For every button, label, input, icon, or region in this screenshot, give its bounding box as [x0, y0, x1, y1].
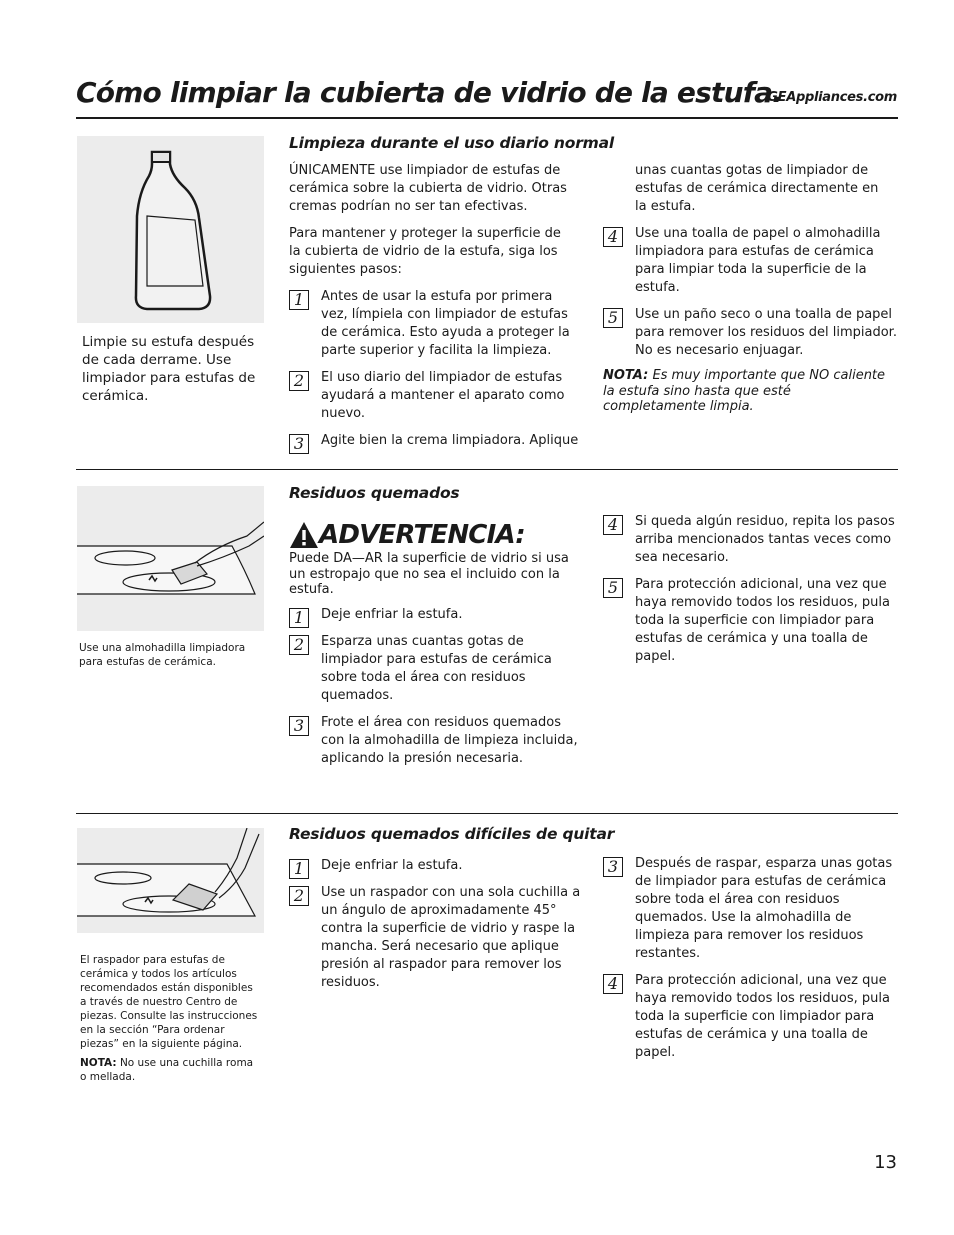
step-number: 4 [603, 974, 623, 994]
cooktop-pad-illustration [77, 486, 264, 631]
bottle-icon [77, 136, 264, 323]
section3-step-2 [289, 884, 589, 994]
section3-step-3 [603, 855, 903, 965]
section3-title: Residuos quemados difíciles de quitar [289, 825, 615, 843]
step-text: Esparza unas cuantas gotas de limpiador para estufas de cerámica sobre toda el área con residuos quemados. [321, 634, 552, 703]
step-text: Use un paño seco o una toalla de papel para remover los residuos del limpiador. No es necesario enjuagar. [635, 307, 897, 358]
step-number: 3 [603, 857, 623, 877]
section1-note [603, 368, 895, 415]
step-text: Agite bien la crema limpiadora. Aplique [321, 433, 579, 448]
step-number: 3 [289, 434, 309, 454]
section1-step-3 [289, 432, 589, 454]
section1-intro-2: Para mantener y proteger la superficie de la cubierta de vidrio de la estufa, siga los siguientes pasos: [289, 226, 561, 277]
scraper-icon [77, 828, 264, 933]
step-number: 1 [289, 290, 309, 310]
warning-heading [289, 520, 525, 550]
section2-step-1 [289, 606, 589, 628]
step-number: 2 [289, 886, 309, 906]
step-number: 1 [289, 859, 309, 879]
step-number: 1 [289, 608, 309, 628]
note-label: NOTA: [603, 368, 649, 383]
section2-caption: Use una almohadilla limpiadora para estufas de cerámica. [79, 642, 246, 668]
step-number: 2 [289, 371, 309, 391]
website-label: GEAppliances.com [767, 90, 897, 105]
step-number: 3 [289, 716, 309, 736]
step-text: Para protección adicional, una vez que haya removido todos los residuos, pula toda la superficie con limpiador para estufas de cerámica y una toalla de papel. [635, 577, 890, 664]
section2-step-2 [289, 633, 589, 709]
section1-caption: Limpie su estufa después de cada derrame. Use limpiador para estufas de cerámica. [82, 334, 256, 404]
step-text: Deje enfriar la estufa. [321, 858, 463, 873]
step-text: Para protección adicional, una vez que haya removido todos los residuos, pula toda la superficie con limpiador para estufas de cerámica y una toalla de papel. [635, 973, 890, 1060]
step-text: El uso diario del limpiador de estufas ayudará a mantener el aparato como nuevo. [321, 370, 565, 421]
page-title: Cómo limpiar la cubierta de vidrio de la estufa. [76, 76, 783, 109]
warning-text: Puede DA—AR la superficie de vidrio si usa un estropajo que no sea el incluido con la estufa. [289, 551, 569, 597]
section-divider-1 [76, 469, 898, 470]
scraper-illustration [77, 828, 264, 933]
note-label: NOTA: [80, 1057, 117, 1069]
step-number: 4 [603, 515, 623, 535]
step-text: Antes de usar la estufa por primera vez, límpiela con limpiador de estufas de cerámica. Esto ayuda a proteger la parte superior y facilita la limpieza. [321, 289, 570, 358]
cleaning-pad-icon [77, 486, 264, 631]
step-text: Después de raspar, esparza unas gotas de limpiador para estufas de cerámica sobre toda el área con residuos quemados. Use la almohadilla de limpieza para remover los residuos restantes. [635, 856, 893, 961]
section3-step-1 [289, 857, 589, 879]
warning-triangle-icon [289, 521, 319, 549]
section3-caption: El raspador para estufas de cerámica y todos los artículos recomendados están disponibles a través de nuestro Centro de piezas. Consulte las instrucciones en la sección “Para ordenar piezas” en la siguiente página. [80, 954, 258, 1050]
section1-step-1 [289, 288, 589, 364]
note-text: Es muy importante que NO caliente la estufa sino hasta que esté completamente limpia. [603, 368, 886, 414]
section1-step-5 [603, 306, 903, 362]
section2-title: Residuos quemados [289, 484, 460, 502]
section1-step-2 [289, 369, 589, 425]
note-text: No use una cuchilla roma o mellada. [80, 1057, 254, 1083]
header-rule [76, 117, 898, 119]
step-text: Use un raspador con una sola cuchilla a un ángulo de aproximadamente 45° contra la superficie de vidrio y raspe la mancha. Será necesario que aplique presión al raspador para remover los residuos. [321, 885, 581, 990]
step-text: Deje enfriar la estufa. [321, 607, 463, 622]
step-number: 2 [289, 635, 309, 655]
section1-step-4 [603, 225, 903, 299]
section2-step-5 [603, 576, 903, 668]
step-number: 5 [603, 578, 623, 598]
step-number: 5 [603, 308, 623, 328]
section1-title: Limpieza durante el uso diario normal [289, 134, 614, 152]
step-text: Frote el área con residuos quemados con la almohadilla de limpieza incluida, aplicando la presión necesaria. [321, 715, 578, 766]
section2-step-4 [603, 513, 903, 569]
section1-intro-1: ÚNICAMENTE use limpiador de estufas de cerámica sobre la cubierta de vidrio. Otras cremas podrían no ser tan efectivas. [289, 163, 567, 214]
step-number: 4 [603, 227, 623, 247]
section1-step-3-continuation: unas cuantas gotas de limpiador de estufas de cerámica directamente en la estufa. [635, 163, 879, 214]
page-number: 13 [874, 1152, 897, 1173]
section3-step-4 [603, 972, 903, 1064]
step-text: Si queda algún residuo, repita los pasos arriba mencionados tantas veces como sea necesario. [635, 514, 895, 565]
step-text: Use una toalla de papel o almohadilla limpiadora para estufas de cerámica para limpiar toda la superficie de la estufa. [635, 226, 881, 295]
cleaner-bottle-illustration [77, 136, 264, 323]
section3-note [80, 1056, 260, 1084]
section-divider-2 [76, 813, 898, 814]
section2-step-3 [289, 714, 589, 770]
warning-title: ADVERTENCIA: [319, 520, 525, 550]
